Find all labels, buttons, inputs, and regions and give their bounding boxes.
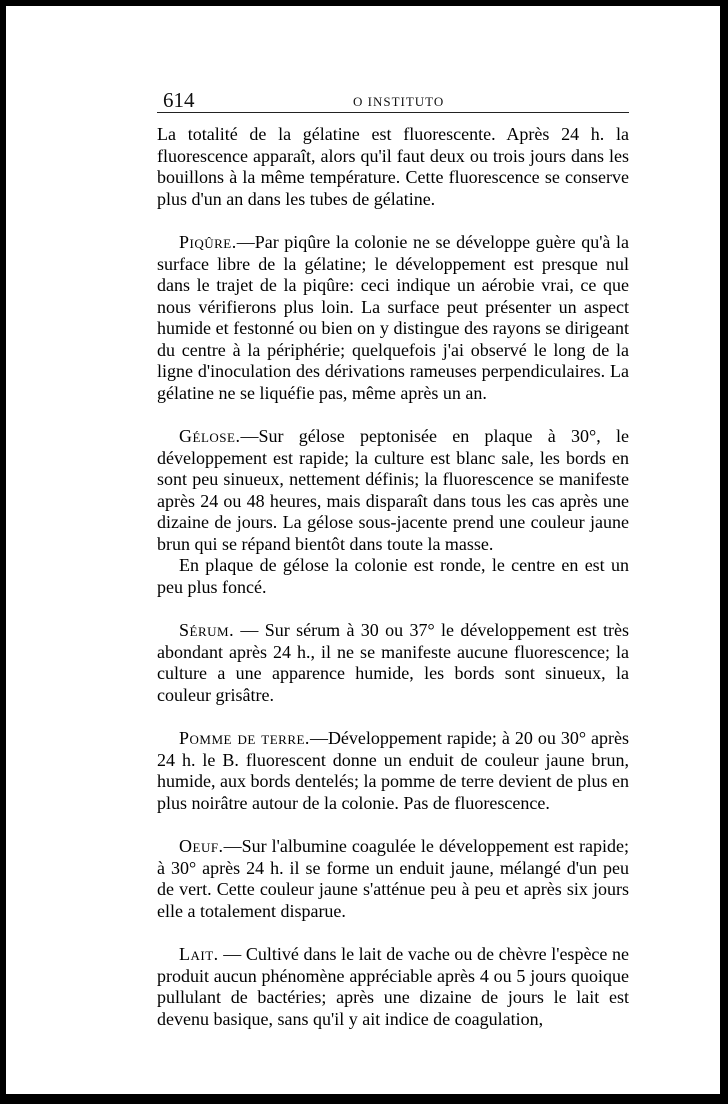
paragraph-intro: La totalité de la gélatine est fluorescente. Après 24 h. la fluorescence apparaît, alors qu'il faut deux ou trois jours dans les bouillons à la même température. Cette fluorescence se conserve plus d'un an dans les tubes de gélatine. — [157, 124, 629, 209]
body-text — [157, 124, 629, 1030]
running-title: O INSTITUTO — [353, 94, 445, 109]
paragraph-serum — [157, 620, 629, 706]
section-heading-serum: Sérum. — [179, 620, 235, 640]
paragraph-gelose — [157, 426, 629, 555]
paragraph-lait — [157, 944, 629, 1030]
section-heading-oeuf: Oeuf. — [179, 836, 224, 856]
paragraph-pomme-de-terre — [157, 728, 629, 814]
paragraph-piqure-text: —Par piqûre la colonie ne se développe guère qu'à la surface libre de la gélatine; le développement est presque nul dans le trajet de la piqûre: ceci indique un aérobie vrai, ce que nous vérifierons plus loin. La surface peut présenter un aspect humide et festonné ou bien on y distingue des rayons se dirigeant du centre à la périphérie; quelquefois j'ai observé le long de la ligne d'inoculation des dérivations rameuses perpendiculaires. La gélatine ne se liquéfie pas, même après un an. — [157, 232, 629, 403]
paragraph-pomme-de-terre-text: —Développement rapide; à 20 ou 30° après 24 h. le B. fluorescent donne un enduit de couleur jaune brun, humide, aux bords dentelés; la pomme de terre devient de plus en plus noirâtre autour de la colonie. Pas de fluorescence. — [157, 728, 629, 813]
section-heading-piqure: Piqûre. — [179, 232, 237, 252]
paragraph-gelose-text: —Sur gélose peptonisée en plaque à 30°, le développement est rapide; la culture est blanc sale, les bords en sont peu sinueux, nettement définis; la fluorescence se manifeste après 24 ou 48 heures, mais disparaît dans tous les cas après une dizaine de jours. La gélose sous-jacente prend une couleur jaune brun qui se répand bientôt dans toute la masse. — [157, 426, 629, 554]
page-number: 614 — [163, 88, 195, 112]
section-heading-lait: Lait. — [179, 944, 219, 964]
paragraph-gelose-continuation: En plaque de gélose la colonie est ronde, le centre en est un peu plus foncé. — [157, 555, 629, 597]
section-heading-gelose: Gélose. — [179, 426, 241, 446]
paragraph-serum-text: — Sur sérum à 30 ou 37° le développement est très abondant après 24 h., il ne se manifeste aucune fluorescence; la culture a une apparence humide, les bords sont sinueux, la couleur grisâtre. — [157, 620, 629, 705]
paragraph-lait-text: — Cultivé dans le lait de vache ou de chèvre l'espèce ne produit aucun phénomène appréciable après 4 ou 5 jours quoique pullulant de bactéries; après une dizaine de jours le lait est devenu basique, sans qu'il y ait indice de coagulation, — [157, 944, 629, 1029]
section-heading-pomme-de-terre: Pomme de terre. — [179, 728, 310, 748]
paragraph-piqure — [157, 232, 629, 404]
header-rule — [157, 112, 629, 113]
paragraph-oeuf-text: —Sur l'albumine coagulée le développement est rapide; à 30° après 24 h. il se forme un enduit jaune, mélangé d'un peu de vert. Cette couleur jaune s'atténue peu à peu et après six jours elle a totalement disparue. — [157, 836, 629, 921]
paragraph-oeuf — [157, 836, 629, 922]
